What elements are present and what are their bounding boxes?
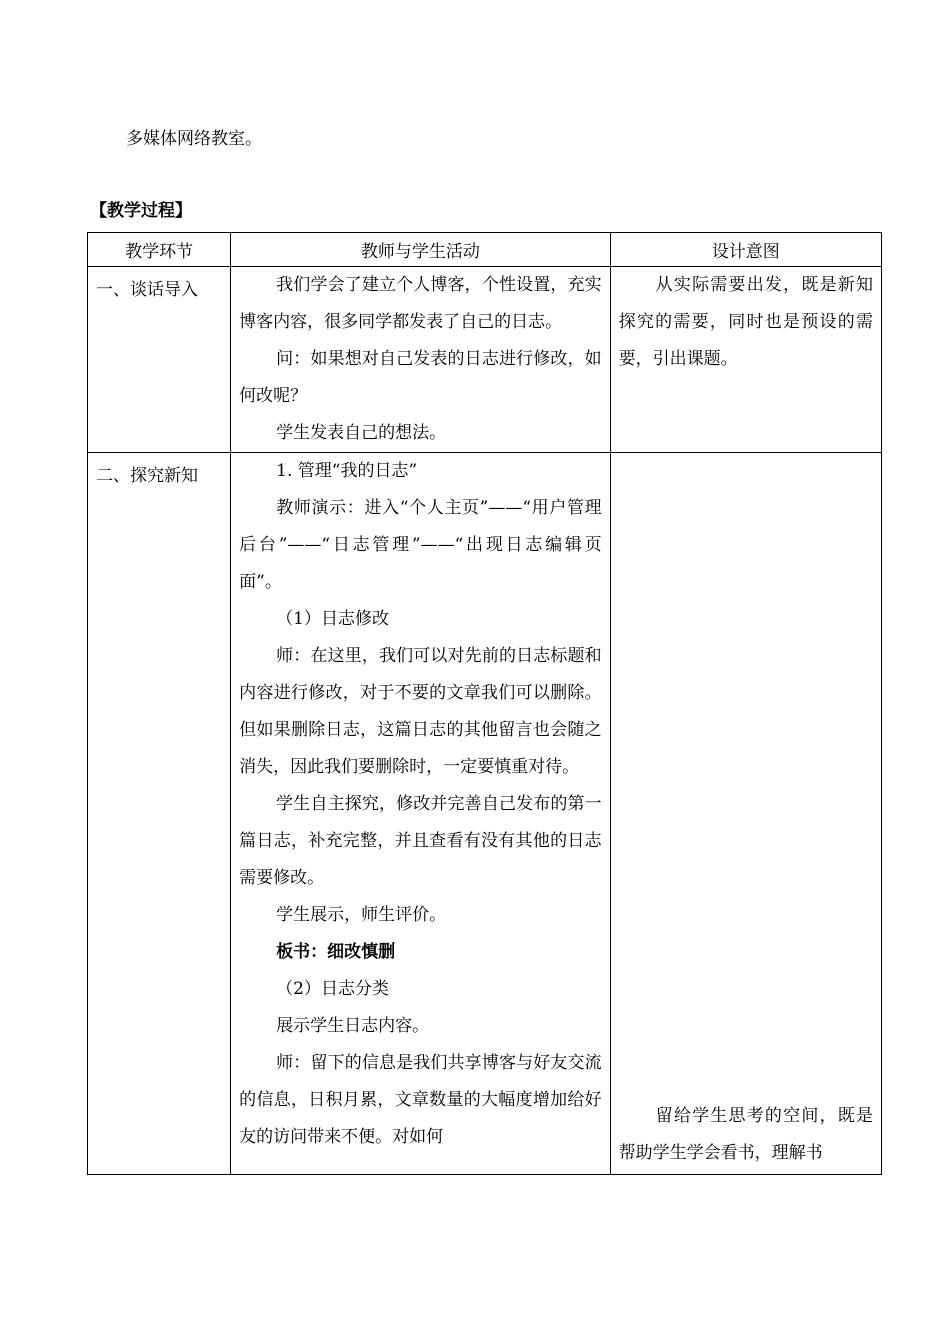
design-cell: [610, 453, 881, 1175]
activities-cell: [231, 267, 610, 453]
activities-cell: [231, 453, 610, 1175]
stage-cell: [88, 453, 231, 1175]
stage-label: 一、谈话导入: [96, 280, 198, 300]
activity-paragraph: 1. 管理“我的日志”: [276, 461, 418, 481]
table-row: [88, 453, 882, 1175]
lesson-process-table: [87, 232, 882, 1175]
activity-paragraph: 教师演示：进入“个人主页”——“用户管理后台”——“日志管理”——“出现日志编辑页面”。: [239, 498, 602, 592]
table-header-row: [88, 233, 882, 267]
header-design: 设计意图: [610, 233, 881, 267]
activity-paragraph: （2）日志分类: [276, 979, 389, 999]
board-writing: 板书：细改慎删: [276, 942, 396, 962]
activity-paragraph: 我们学会了建立个人博客，个性设置，充实博客内容，很多同学都发表了自己的日志。: [239, 275, 602, 332]
design-paragraph: 留给学生思考的空间，既是帮助学生学会看书，理解书: [618, 1106, 873, 1163]
activity-paragraph: 展示学生日志内容。: [276, 1016, 430, 1036]
table-row: [88, 267, 882, 453]
activity-paragraph: 学生发表自己的想法。: [276, 423, 447, 443]
activity-paragraph: 问：如果想对自己发表的日志进行修改，如何改呢？: [239, 349, 602, 406]
section-title: 【教学过程】: [90, 201, 192, 221]
design-paragraph: 从实际需要出发，既是新知探究的需要，同时也是预设的需要，引出课题。: [618, 275, 873, 369]
design-cell: [610, 267, 881, 453]
stage-label: 二、探究新知: [96, 466, 198, 486]
stage-cell: [88, 267, 231, 453]
activity-paragraph: 师：在这里，我们可以对先前的日志标题和内容进行修改，对于不要的文章我们可以删除。但如果删除日志，这篇日志的其他留言也会随之消失，因此我们要删除时，一定要慎重对待。: [239, 646, 602, 777]
activity-paragraph: （1）日志修改: [276, 609, 389, 629]
activity-paragraph: 学生自主探究，修改并完善自己发布的第一篇日志，补充完整，并且查看有没有其他的日志需要修改。: [239, 794, 602, 888]
header-activities: 教师与学生活动: [231, 233, 610, 267]
header-stage: 教学环节: [88, 233, 231, 267]
activity-paragraph: 师：留下的信息是我们共享博客与好友交流的信息，日积月累，文章数量的大幅度增加给好友的访问带来不便。对如何: [239, 1053, 602, 1147]
intro-text: 多媒体网络教室。: [126, 129, 262, 149]
activity-paragraph: 学生展示，师生评价。: [276, 905, 447, 925]
